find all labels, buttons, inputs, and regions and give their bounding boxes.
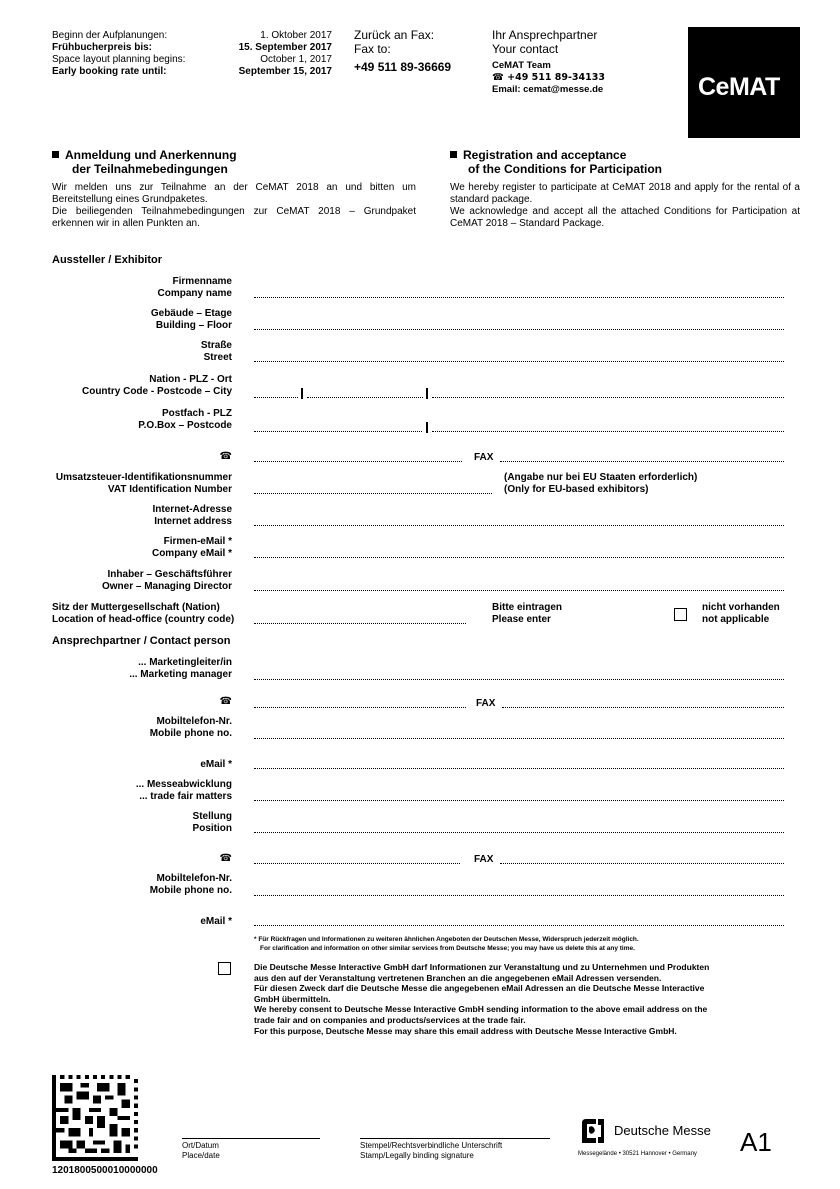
building-label-en: Building – Floor [155,320,232,331]
planning-begins-value: 1. Oktober 2017 [260,30,332,41]
intro-de-title-1: Anmeldung und Anerkennung [65,148,237,162]
mobile-label-en: Mobile phone no. [149,885,232,896]
intro-en-text-2: We acknowledge and accept all the attached Conditions for Participation at CeMAT 2018 – Standard Package. [450,206,800,229]
contact-team: CeMAT Team [492,60,551,71]
footnote-line-2: For clarification and information on other similar services from Deutsche Messe; you may have us delete this at any time. [260,945,635,952]
company-email-field[interactable] [254,557,784,558]
fax-label-en: Fax to: [354,42,391,56]
street-label-de: Straße [200,340,232,351]
phone-field[interactable] [254,461,462,462]
field-separator [426,388,428,399]
early-rate-value-en: September 15, 2017 [238,66,332,77]
intro-de [52,148,416,230]
street-label-en: Street [203,352,232,363]
vat-label-de: Umsatzsteuer-Identifikationsnummer [55,472,232,483]
marketing-email-field[interactable] [254,768,784,769]
fax-number: +49 511 89-36669 [354,60,452,74]
fair-matters-field[interactable] [254,800,784,801]
vat-note: (Angabe nur bei EU Staaten erforderlich) (Only for EU-based exhibitors) [504,472,698,495]
fair-phone-field[interactable] [254,863,460,864]
owner-label-de: Inhaber – Geschäftsführer [107,569,232,580]
intro-en-title-2: of the Conditions for Participation [468,162,662,176]
dm-address: Messegelände • 30521 Hannover • Germany [578,1151,697,1157]
street-field[interactable] [254,361,784,362]
company-email-label-en: Company eMail * [151,548,232,559]
phone-icon: ☎ [219,853,232,864]
field-separator [301,388,303,399]
deutsche-messe-logo-icon [580,1117,606,1145]
fax-block [354,28,451,74]
company-name-label-en: Company name [157,288,232,299]
pobox-postcode-field[interactable] [432,431,784,432]
marketing-label-de: ... Marketingleiter/in [138,657,232,668]
mobile-label-de: Mobiltelefon-Nr. [156,716,232,727]
email-label: eMail * [200,759,232,770]
mobile-label-de: Mobiltelefon-Nr. [156,873,232,884]
consent-text: Die Deutsche Messe Interactive GmbH darf Informationen zur Veranstaltung und zu Unternehmen und Produkten aus den auf der Veranstaltung vertretenen Branchen an die angegebenen eMail Adressen versenden. Für diesen Zweck darf die Deutsche Messe die angegebenen eMail Adressen an die Deutsche Messe Interactive GmbH übermitteln. We hereby consent to Deutsche Messe Interactive GmbH sending information to the above email address on the trade fair and on companies and products/services at the trade fair. For this purpose, Deutsche Messe may share this email address with Deutsche Messe Interactive GmbH. [254,962,710,1036]
bullet-square-icon [450,151,457,158]
owner-field[interactable] [254,590,784,591]
intro-en-text-1: We hereby register to participate at CeMAT 2018 and apply for the rental of a standard package. [450,182,800,205]
intro-en [450,148,800,230]
footnote [254,935,794,953]
datamatrix-barcode-icon [52,1075,138,1161]
building-label-de: Gebäude – Etage [150,308,232,319]
header-dates [52,30,332,78]
footnote-line-1: * Für Rückfragen und Informationen zu weiteren ähnlichen Angeboten der Deutschen Messe, Widerspruch jederzeit möglich. [254,936,639,943]
phone-icon: ☎ [219,451,232,462]
marketing-phone-field[interactable] [254,707,466,708]
position-label-de: Stellung [192,811,232,822]
contact-phone: ☎ +49 511 89-34133 [492,72,605,83]
company-email-label-de: Firmen-eMail * [163,536,232,547]
contact-title-en: Your contact [492,42,559,56]
pobox-label-en: P.O.Box – Postcode [138,420,232,431]
cemat-logo-text: CeMAT [698,73,780,101]
position-field[interactable] [254,832,784,833]
vat-field[interactable] [254,493,492,494]
barcode-number: 1201800500010000000 [52,1165,158,1176]
early-rate-label-en: Early booking rate until: [52,66,167,77]
planning-begins-label-en: Space layout planning begins: [52,54,186,65]
email-label: eMail * [200,916,232,927]
phone-icon: ☎ [219,696,232,707]
place-date-label: Ort/Datum Place/date [182,1141,220,1160]
fair-mobile-field[interactable] [254,895,784,896]
vat-label-en: VAT Identification Number [107,484,232,495]
marketing-fax-field[interactable] [502,707,784,708]
fair-fax-field[interactable] [500,863,784,864]
internet-label-en: Internet address [154,516,232,527]
fax-label: FAX [476,698,496,709]
cemat-logo [688,27,800,138]
intro-en-title-1: Registration and acceptance [463,148,627,162]
contact-title-de: Ihr Ansprechpartner [492,28,598,42]
intro-de-text-1: Wir melden uns zur Teilnahme an der CeMAT 2018 an und bitten um Bereitstellung eines Grundpaketes. [52,182,416,205]
pobox-field[interactable] [254,431,422,432]
fax-field[interactable] [500,461,784,462]
place-date-line[interactable] [182,1138,320,1139]
not-applicable-label: nicht vorhanden not applicable [702,602,780,625]
early-rate-label: Frühbucherpreis bis: [52,42,153,53]
consent-checkbox[interactable] [218,962,231,975]
planning-begins-value-en: October 1, 2017 [260,54,332,65]
building-field[interactable] [254,329,784,330]
marketing-manager-field[interactable] [254,679,784,680]
dm-name: Deutsche Messe [614,1123,711,1138]
hq-enter-label: Bitte eintragen Please enter [492,602,563,625]
signature-label: Stempel/Rechtsverbindliche Unterschrift Stamp/Legally binding signature [360,1141,503,1160]
pobox-label-de: Postfach - PLZ [161,408,232,419]
marketing-label-en: ... Marketing manager [129,669,232,680]
intro-de-title-2: der Teilnahmebedingungen [72,162,228,176]
hq-label: Sitz der Muttergesellschaft (Nation) Location of head-office (country code) [52,602,235,625]
contact-heading: Ansprechpartner / Contact person [52,635,231,647]
company-name-field[interactable] [254,297,784,298]
hq-field[interactable] [254,623,466,624]
bullet-square-icon [52,151,59,158]
company-name-label-de: Firmenname [172,276,232,287]
city-field[interactable] [432,397,784,398]
mobile-label-en: Mobile phone no. [149,728,232,739]
fax-label: FAX [474,452,494,463]
owner-label-en: Owner – Managing Director [101,581,232,592]
internet-label-de: Internet-Adresse [152,504,232,515]
country-label-de: Nation - PLZ - Ort [149,374,232,385]
fair-matters-label-de: ... Messeabwicklung [135,779,232,790]
contact-email[interactable]: Email: cemat@messe.de [492,84,604,95]
contact-block [492,28,605,96]
signature-line[interactable] [360,1138,550,1139]
postcode-field[interactable] [307,397,423,398]
country-code-field[interactable] [254,397,298,398]
country-label-en: Country Code - Postcode – City [81,386,232,397]
fair-matters-label-en: ... trade fair matters [139,791,232,802]
fair-email-field[interactable] [254,925,784,926]
intro-de-text-2: Die beiliegenden Teilnahmebedingungen zur CeMAT 2018 – Grundpaket erkennen wir in allen Punkten an. [52,206,416,229]
early-rate-value: 15. September 2017 [238,42,332,53]
planning-begins-label: Beginn der Aufplanungen: [52,30,168,41]
marketing-mobile-field[interactable] [254,738,784,739]
exhibitor-heading: Aussteller / Exhibitor [52,254,163,266]
form-code: A1 [740,1127,772,1157]
fax-label: FAX [474,854,494,865]
position-label-en: Position [192,823,232,834]
internet-field[interactable] [254,525,784,526]
fax-label-de: Zurück an Fax: [354,28,435,42]
field-separator [426,422,428,433]
not-applicable-checkbox[interactable] [674,608,687,621]
